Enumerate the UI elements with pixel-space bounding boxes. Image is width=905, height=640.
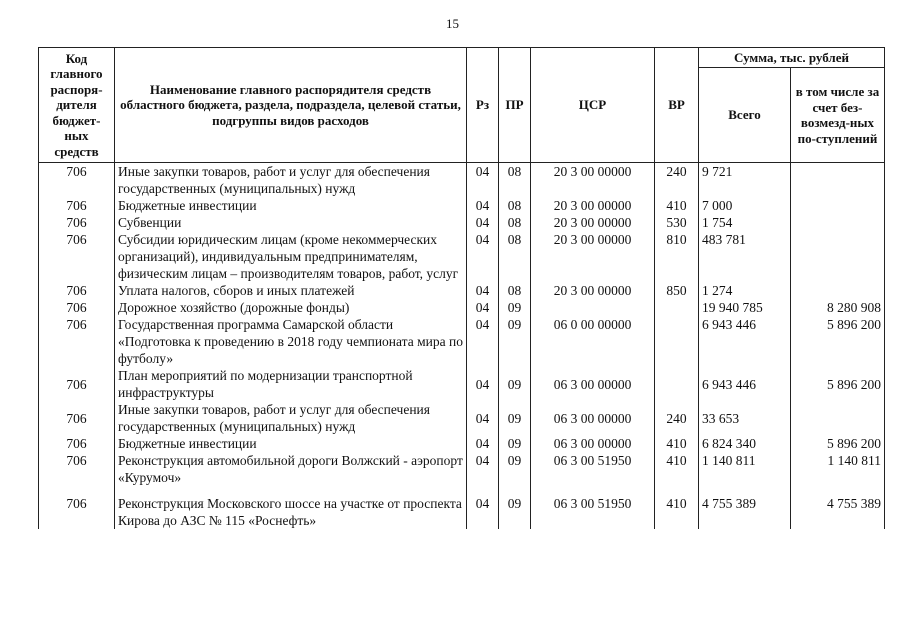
row-total: 6 943 446 [699, 367, 791, 401]
row-grants: 4 755 389 [791, 486, 885, 529]
row-grants [791, 231, 885, 282]
row-vr: 410 [655, 197, 699, 214]
row-pr: 08 [499, 214, 531, 231]
row-pr: 09 [499, 401, 531, 435]
row-vr [655, 367, 699, 401]
row-vr: 240 [655, 163, 699, 198]
row-rz: 04 [467, 282, 499, 299]
row-grants: 5 896 200 [791, 367, 885, 401]
row-name: Реконструкция автомобильной дороги Волжский - аэропорт «Курумоч» [115, 452, 467, 486]
row-vr: 410 [655, 452, 699, 486]
header-total: Всего [699, 68, 791, 163]
page-number: 15 [446, 16, 459, 31]
row-code: 706 [39, 367, 115, 401]
row-code: 706 [39, 486, 115, 529]
row-total: 6 824 340 [699, 435, 791, 452]
table-row [39, 231, 885, 282]
table-row [39, 401, 885, 435]
row-name: Бюджетные инвестиции [115, 435, 467, 452]
row-rz: 04 [467, 197, 499, 214]
row-csr: 06 3 00 00000 [531, 435, 655, 452]
row-csr: 06 3 00 51950 [531, 452, 655, 486]
row-grants [791, 163, 885, 198]
table-row [39, 435, 885, 452]
row-vr: 850 [655, 282, 699, 299]
row-csr: 06 3 00 00000 [531, 367, 655, 401]
row-name: Субсидии юридическим лицам (кроме некоммерческих организаций), индивидуальным предпринимателям, физическим лицам – производителям товаров, работ, услуг [115, 231, 467, 282]
row-name: Дорожное хозяйство (дорожные фонды) [115, 299, 467, 316]
row-rz: 04 [467, 231, 499, 282]
row-rz: 04 [467, 452, 499, 486]
table-row [39, 197, 885, 214]
header-sum: Сумма, тыс. рублей [699, 48, 885, 68]
row-pr: 08 [499, 231, 531, 282]
row-name: Бюджетные инвестиции [115, 197, 467, 214]
row-pr: 09 [499, 316, 531, 367]
row-csr: 06 3 00 00000 [531, 401, 655, 435]
row-csr: 06 3 00 51950 [531, 486, 655, 529]
row-grants [791, 401, 885, 435]
row-grants: 8 280 908 [791, 299, 885, 316]
row-total: 6 943 446 [699, 316, 791, 367]
row-pr: 09 [499, 486, 531, 529]
row-csr [531, 299, 655, 316]
row-total: 9 721 [699, 163, 791, 198]
row-total: 1 140 811 [699, 452, 791, 486]
row-rz: 04 [467, 367, 499, 401]
table-row [39, 367, 885, 401]
row-code: 706 [39, 282, 115, 299]
row-pr: 09 [499, 299, 531, 316]
row-code: 706 [39, 435, 115, 452]
row-name: Субвенции [115, 214, 467, 231]
row-rz: 04 [467, 163, 499, 198]
row-grants [791, 214, 885, 231]
header-pr: ПР [499, 48, 531, 163]
row-pr: 09 [499, 435, 531, 452]
row-total: 1 274 [699, 282, 791, 299]
row-name: Иные закупки товаров, работ и услуг для обеспечения государственных (муниципальных) нужд [115, 163, 467, 198]
row-csr: 20 3 00 00000 [531, 214, 655, 231]
row-vr [655, 299, 699, 316]
row-name: Уплата налогов, сборов и иных платежей [115, 282, 467, 299]
row-vr: 410 [655, 486, 699, 529]
row-total: 4 755 389 [699, 486, 791, 529]
table-row [39, 214, 885, 231]
row-grants [791, 197, 885, 214]
row-grants: 1 140 811 [791, 452, 885, 486]
row-total: 483 781 [699, 231, 791, 282]
row-rz: 04 [467, 299, 499, 316]
row-total: 33 653 [699, 401, 791, 435]
row-csr: 06 0 00 00000 [531, 316, 655, 367]
table-row [39, 486, 885, 529]
header-name: Наименование главного распорядителя средств областного бюджета, раздела, подраздела, целевой статьи, подгруппы видов расходов [115, 48, 467, 163]
row-vr [655, 316, 699, 367]
row-name: Иные закупки товаров, работ и услуг для обеспечения государственных (муниципальных) нужд [115, 401, 467, 435]
row-csr: 20 3 00 00000 [531, 197, 655, 214]
row-grants: 5 896 200 [791, 316, 885, 367]
row-grants: 5 896 200 [791, 435, 885, 452]
row-name: План мероприятий по модернизации транспортной инфраструктуры [115, 367, 467, 401]
row-rz: 04 [467, 316, 499, 367]
budget-table [38, 47, 885, 529]
row-code: 706 [39, 231, 115, 282]
row-code: 706 [39, 197, 115, 214]
row-rz: 04 [467, 486, 499, 529]
row-name: Государственная программа Самарской области «Подготовка к проведению в 2018 году чемпионата мира по футболу» [115, 316, 467, 367]
row-total: 1 754 [699, 214, 791, 231]
table-row [39, 452, 885, 486]
row-vr: 240 [655, 401, 699, 435]
table-row [39, 299, 885, 316]
row-code: 706 [39, 299, 115, 316]
row-csr: 20 3 00 00000 [531, 231, 655, 282]
header-csr: ЦСР [531, 48, 655, 163]
row-code: 706 [39, 452, 115, 486]
row-total: 19 940 785 [699, 299, 791, 316]
table-row [39, 282, 885, 299]
row-vr: 810 [655, 231, 699, 282]
row-pr: 09 [499, 452, 531, 486]
row-pr: 09 [499, 367, 531, 401]
row-code: 706 [39, 163, 115, 198]
row-csr: 20 3 00 00000 [531, 282, 655, 299]
row-pr: 08 [499, 163, 531, 198]
row-vr: 410 [655, 435, 699, 452]
row-code: 706 [39, 316, 115, 367]
row-total: 7 000 [699, 197, 791, 214]
header-code: Код главного распоря-дителя бюджет-ных средств [39, 48, 115, 163]
row-pr: 08 [499, 197, 531, 214]
header-grants: в том числе за счет без-возмезд-ных по-ступлений [791, 68, 885, 163]
row-rz: 04 [467, 435, 499, 452]
row-name: Реконструкция Московского шоссе на участке от проспекта Кирова до АЗС № 115 «Роснефть» [115, 486, 467, 529]
row-vr: 530 [655, 214, 699, 231]
row-rz: 04 [467, 214, 499, 231]
table-row [39, 316, 885, 367]
row-csr: 20 3 00 00000 [531, 163, 655, 198]
table-body [39, 163, 885, 530]
row-code: 706 [39, 401, 115, 435]
row-grants [791, 282, 885, 299]
header-vr: ВР [655, 48, 699, 163]
header-rz: Рз [467, 48, 499, 163]
table-row [39, 163, 885, 198]
row-rz: 04 [467, 401, 499, 435]
row-pr: 08 [499, 282, 531, 299]
row-code: 706 [39, 214, 115, 231]
